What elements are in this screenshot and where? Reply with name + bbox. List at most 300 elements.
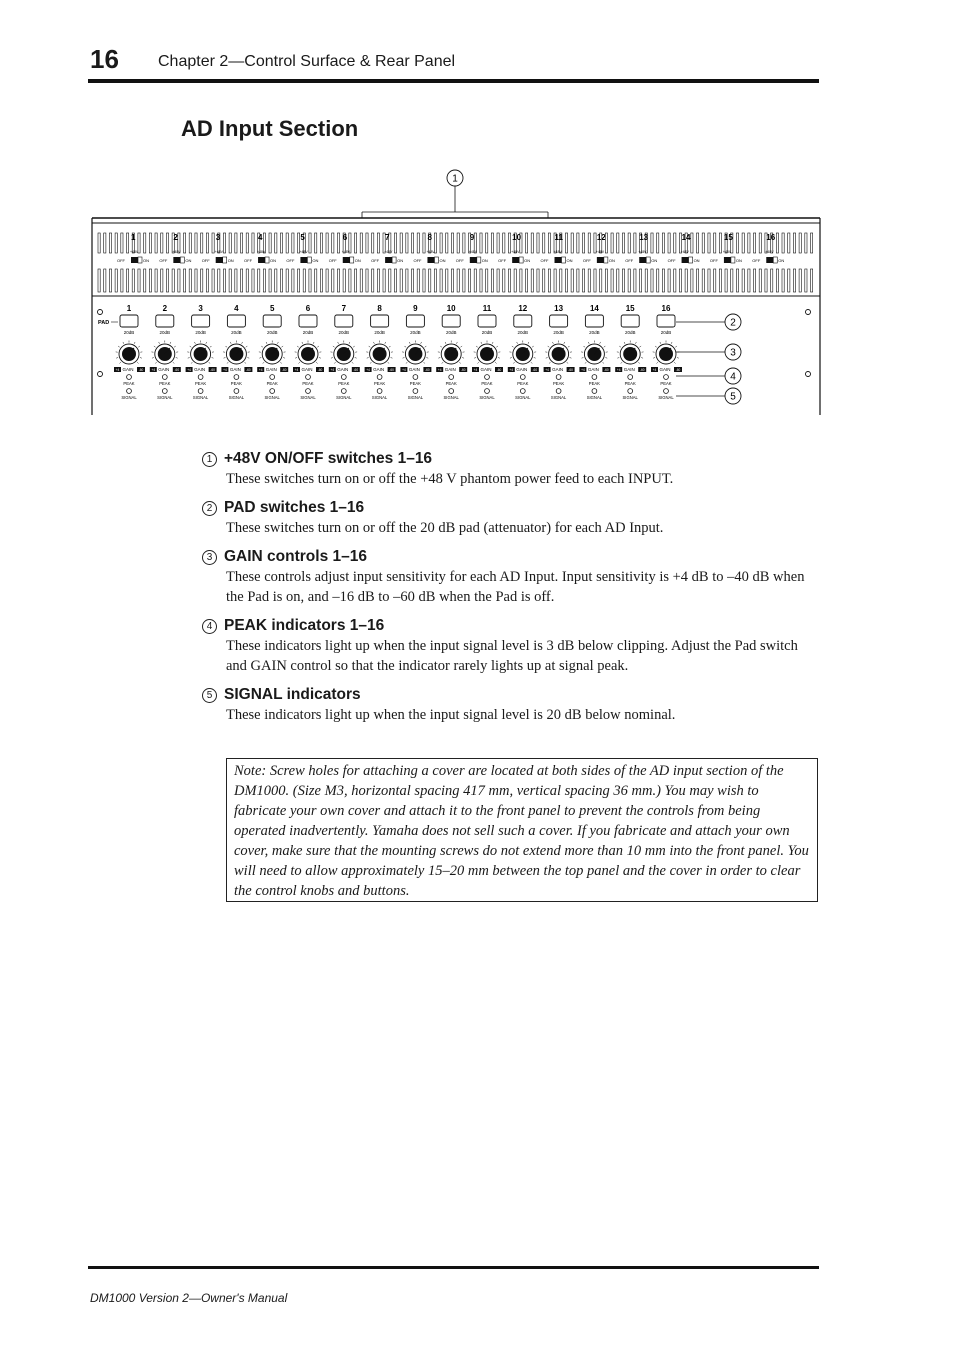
pad-switch-icon [192,315,210,327]
gain-knob-tick [517,342,518,344]
gain-knob-tick [334,362,335,363]
vent-slot [480,233,482,253]
chapter-title: Chapter 2—Control Surface & Rear Panel [158,53,456,70]
gain-knob-tick [349,342,350,344]
vent-slot [668,269,670,292]
pad-value: 20dB [589,330,600,335]
channel-number: 13 [554,304,564,313]
screw-hole [806,372,811,377]
gain-knob-tick [259,358,261,359]
vent-slot [491,233,493,253]
off-label: OFF [667,258,676,263]
signal-label: SIGNAL [443,395,459,400]
phantom-channel-number: 11 [554,233,563,242]
gain-pad-on-value: +4 [652,368,657,372]
vent-slot [166,269,168,292]
screw-hole [98,372,103,377]
vent-slot [805,233,807,253]
vent-slot [565,269,567,292]
vent-slot [685,269,687,292]
phantom-switch-icon [604,257,608,263]
gain-knob-tick [442,362,443,363]
peak-indicator-icon [592,375,597,380]
phantom-channel-number: 12 [596,233,606,242]
vent-slot [280,269,282,292]
gain-knob-tick [191,362,192,363]
gain-knob-tick [333,346,335,347]
gain-knob-tick [225,346,227,347]
phantom-switch-icon [724,257,731,263]
vent-slot [98,269,100,292]
phantom-label: +48V [638,250,647,254]
gain-knob-tick [531,362,532,363]
footer-text: DM1000 Version 2—Owner's Manual [90,1291,288,1305]
gain-knob-tick [159,342,160,344]
gain-knob-tick [152,358,154,359]
gain-knob-tick [653,358,655,359]
vent-slot [201,233,203,253]
gain-pad-on-value: +4 [473,368,478,372]
vent-slot [383,269,385,292]
gain-knob-tick [316,362,317,363]
vent-slot [640,269,642,292]
on-label: ON [735,258,742,263]
peak-indicator-icon [198,375,203,380]
vent-slot [668,233,670,253]
vent-slot [109,233,111,253]
vent-slot [759,233,761,253]
gain-knob-tick [389,346,391,347]
vent-slot [235,269,237,292]
vent-slot [805,269,807,292]
vent-slot [315,269,317,292]
phantom-switch-icon [434,257,438,263]
off-label: OFF [752,258,761,263]
vent-slot [98,233,100,253]
vent-slot [508,269,510,292]
gain-label: GAIN [659,367,671,372]
vent-slot [691,233,693,253]
vent-slot [109,269,111,292]
pad-switch-icon [335,315,353,327]
gain-knob-tick [224,358,226,359]
vent-slot [406,269,408,292]
gain-knob-tick [638,362,639,363]
gain-knob-tick [338,342,339,344]
peak-label: PEAK [409,381,421,386]
on-label: ON [397,258,404,263]
vent-slot [280,233,282,253]
signal-indicator-icon [413,389,418,394]
vent-slot [144,269,146,292]
channel-number: 16 [661,304,671,313]
vent-slot [286,269,288,292]
vent-slot [719,233,721,253]
gain-knob-tick [353,346,355,347]
vent-slot [793,233,795,253]
peak-indicator-icon [449,375,454,380]
gain-label: GAIN [587,367,599,372]
gain-pad-off-value: -60 [353,368,359,372]
pad-switch-icon [120,315,138,327]
peak-label: PEAK [302,381,314,386]
vent-slot [776,269,778,292]
gain-pad-off-value: -60 [425,368,430,372]
vent-slot [571,269,573,292]
gain-knob-tick [445,342,446,344]
phantom-label: +48V [384,250,393,254]
peak-label: PEAK [338,381,350,386]
vent-slot [218,269,220,292]
phantom-switch-icon [350,257,354,263]
phantom-switch-icon [180,257,184,263]
vent-slot [269,233,271,253]
vent-slot [377,269,379,292]
vent-slot [799,269,801,292]
gain-label: GAIN [265,367,277,372]
vent-slot [349,269,351,292]
phantom-switch-icon [173,257,180,263]
peak-label: PEAK [266,381,278,386]
gain-knob-tick [209,362,210,363]
vent-slot [206,233,208,253]
gain-knob-tick [331,358,333,359]
signal-indicator-icon [377,389,382,394]
gain-knob-tick [283,358,285,359]
gain-knob-tick [675,346,677,347]
gain-pad-on-value: +4 [509,368,514,372]
on-label: ON [354,258,361,263]
vent-slot [292,233,294,253]
phantom-channel-number: 13 [639,233,649,242]
on-label: ON [439,258,446,263]
vent-slot [736,233,738,253]
vent-slot [229,233,231,253]
gain-pad-on-value: +4 [258,368,263,372]
signal-indicator-icon [628,389,633,394]
vent-slot [782,233,784,253]
pad-value: 20dB [123,330,135,335]
on-label: ON [227,258,234,263]
vent-slot [446,269,448,292]
gain-knob-tick [406,362,407,363]
pad-value: 20dB [302,330,314,335]
vent-slot [674,233,676,253]
signal-indicator-icon [306,389,311,394]
gain-knob-tick [403,358,405,359]
signal-indicator-icon [198,389,203,394]
vent-slot [634,233,636,253]
vent-slot [121,233,123,253]
item-title: GAIN controls 1–16 [224,548,367,565]
vent-slot [526,233,528,253]
vent-slot [565,233,567,253]
gain-knob-tick [123,342,124,344]
phantom-switch-icon [265,257,269,263]
vent-slot [252,269,254,292]
vent-slot [184,269,186,292]
vent-slot [212,269,214,292]
phantom-label: +48V [257,250,266,254]
gain-knob-tick [176,358,178,359]
vent-slot [697,233,699,253]
gain-pad-off-value: -60 [174,368,180,372]
callout-number: 1 [452,173,458,185]
vent-slot [583,233,585,253]
on-label: ON [270,258,277,263]
signal-label: SIGNAL [407,395,424,400]
gain-knob-tick [352,362,353,363]
gain-knob-tick [624,342,625,344]
vent-slot [104,233,106,253]
vent-slot [166,233,168,253]
vent-slot [725,269,727,292]
gain-knob-tick [170,342,171,344]
gain-pad-off-value: -60 [604,368,609,372]
gain-knob-tick [532,346,534,347]
phantom-channel-number: 5 [300,233,305,242]
vent-slot [548,269,550,292]
vent-slot [184,233,186,253]
gain-knob-tick [173,362,174,363]
on-label: ON [143,258,149,263]
phantom-switch-icon [138,257,142,263]
vent-slot [144,233,146,253]
pad-value: 20dB [195,330,206,335]
phantom-channel-number: 6 [342,233,348,242]
gain-knob-tick [421,342,422,344]
vent-slot [400,233,402,253]
gain-knob-tick [440,346,442,347]
gain-pad-off-value: -60 [317,368,323,372]
channel-number: 9 [413,304,418,313]
gain-pad-off-value: -60 [210,368,215,372]
gain-knob-tick [425,346,427,347]
gain-knob-tick [409,342,410,344]
signal-label: SIGNAL [622,395,638,400]
signal-label: SIGNAL [586,395,603,400]
vent-slot [115,233,117,253]
vent-slot [275,233,277,253]
phantom-channel-number: 2 [173,233,178,242]
vent-slot [520,269,522,292]
vent-slot [434,269,436,292]
on-label: ON [185,258,192,263]
gain-knob-tick [582,358,584,359]
gain-pad-on-value: +4 [187,368,191,372]
phantom-label: +48V [468,250,478,254]
phantom-switch-icon [385,257,392,263]
signal-label: SIGNAL [192,395,209,400]
gain-knob-tick [477,362,478,363]
vent-slot [497,269,499,292]
peak-indicator-icon [377,375,382,380]
phantom-channel-number: 16 [766,233,776,242]
phantom-label: +48V [595,250,605,254]
gain-knob-tick [498,358,500,359]
gain-label: GAIN [229,367,241,372]
gain-knob-tick [367,358,369,359]
gain-knob-tick [370,362,371,363]
gain-knob-tick [245,362,246,363]
vent-slot [611,269,613,292]
list-item [202,498,822,538]
pad-switch-icon [585,315,603,327]
channel-number: 10 [446,304,456,313]
vent-slot [811,269,813,292]
gain-knob-tick [282,346,284,347]
peak-indicator-icon [341,375,346,380]
gain-pad-off-value: -60 [246,368,251,372]
vent-slot [645,269,647,292]
phantom-switch-icon [477,257,481,263]
phantom-channel-number: 7 [385,233,390,242]
channel-number: 2 [162,304,168,313]
gain-pad-on-value: +4 [366,368,370,372]
vent-slot [674,269,676,292]
item-description: These indicators light up when the input signal level is 20 dB below nominal. [226,707,676,723]
vent-slot [189,269,191,292]
vent-slot [223,269,225,292]
vent-slot [149,233,151,253]
gain-knob-tick [534,358,536,359]
vent-slot [526,269,528,292]
peak-label: PEAK [624,381,636,386]
gain-knob-tick [600,342,601,344]
pad-label: PAD [98,320,110,326]
vent-slot [355,233,357,253]
signal-indicator-icon [592,389,597,394]
vent-slot [332,269,334,292]
pad-switch-icon [227,315,245,327]
signal-label: SIGNAL [479,395,495,400]
vent-slot [577,269,579,292]
pad-value: 20dB [266,330,278,335]
gain-label: GAIN [480,367,492,372]
vent-slot [161,233,163,253]
vent-slot [229,269,231,292]
vent-slot [714,269,716,292]
gain-label: GAIN [408,367,420,372]
phantom-label: +48V [553,250,562,254]
pad-switch-icon [550,315,568,327]
item-description: These indicators light up when the input signal level is 3 dB below clipping. Adjust the Pad switch and GAIN control so that the indicator rarely lights up at signal peak. [226,638,798,674]
gain-knob-tick [230,342,231,344]
gain-knob-tick [476,346,478,347]
on-label: ON [312,258,319,263]
peak-indicator-icon [127,375,132,380]
vent-slot [303,269,305,292]
signal-indicator-icon [556,389,561,394]
vent-slot [149,269,151,292]
header-rule [88,79,819,83]
pad-value: 20dB [481,330,493,335]
gain-label: GAIN [158,367,170,372]
vent-slot [491,269,493,292]
phantom-label: +48V [511,250,520,254]
on-label: ON [693,258,700,263]
on-label: ON [651,258,658,263]
signal-label: SIGNAL [228,395,245,400]
signal-label: SIGNAL [300,395,316,400]
signal-indicator-icon [485,389,490,394]
phantom-switch-icon [646,257,650,263]
off-label: OFF [371,258,380,263]
channel-number: 15 [625,304,635,313]
gain-knob-tick [188,358,190,359]
vent-slot [429,269,431,292]
vent-slot [457,233,459,253]
vent-slot [326,269,328,292]
gain-label: GAIN [552,367,564,372]
vent-slot [360,233,362,253]
vent-slot [651,269,653,292]
vent-slot [543,233,545,253]
gain-knob-tick [617,358,619,359]
vent-slot [537,233,539,253]
gain-knob-tick [242,342,243,344]
phantom-switch-icon [639,257,646,263]
gain-knob-tick [194,342,195,344]
gain-label: GAIN [516,367,528,372]
peak-indicator-icon [628,375,633,380]
gain-knob-tick [641,358,643,359]
on-label: ON [778,258,785,263]
vent-slot [440,269,442,292]
pad-value: 20dB [410,330,421,335]
phantom-switch-icon [682,257,689,263]
vent-slot [155,233,157,253]
vent-slot [560,269,562,292]
gain-knob-tick [677,358,679,359]
gain-label: GAIN [444,367,456,372]
vent-slot [577,233,579,253]
gain-knob-tick [247,358,249,359]
vent-slot [719,269,721,292]
off-label: OFF [540,258,549,263]
vent-slot [788,233,790,253]
gain-knob-tick [656,362,657,363]
channel-number: 1 [126,304,132,313]
item-number: 2 [202,501,217,516]
gain-knob-tick [206,342,207,344]
vent-slot [451,233,453,253]
channel-number: 14 [589,304,599,313]
gain-pad-off-value: -60 [532,368,538,372]
channel-number: 3 [198,304,203,313]
vent-slot [377,233,379,253]
vent-slot [543,269,545,292]
vent-slot [241,269,243,292]
vent-slot [400,269,402,292]
vent-slot [588,269,590,292]
gain-knob-tick [313,342,314,344]
gain-knob-tick [603,362,604,363]
gain-knob-tick [512,346,514,347]
vent-slot [628,269,630,292]
vent-slot [451,269,453,292]
vent-slot [172,269,174,292]
vent-slot [571,233,573,253]
vent-slot [702,269,704,292]
phantom-channel-number: 4 [258,233,263,242]
vent-slot [554,269,556,292]
phantom-switch-icon [343,257,350,263]
screw-hole [98,310,103,315]
vent-slot [583,269,585,292]
vent-slot [372,269,374,292]
off-label: OFF [201,258,210,263]
